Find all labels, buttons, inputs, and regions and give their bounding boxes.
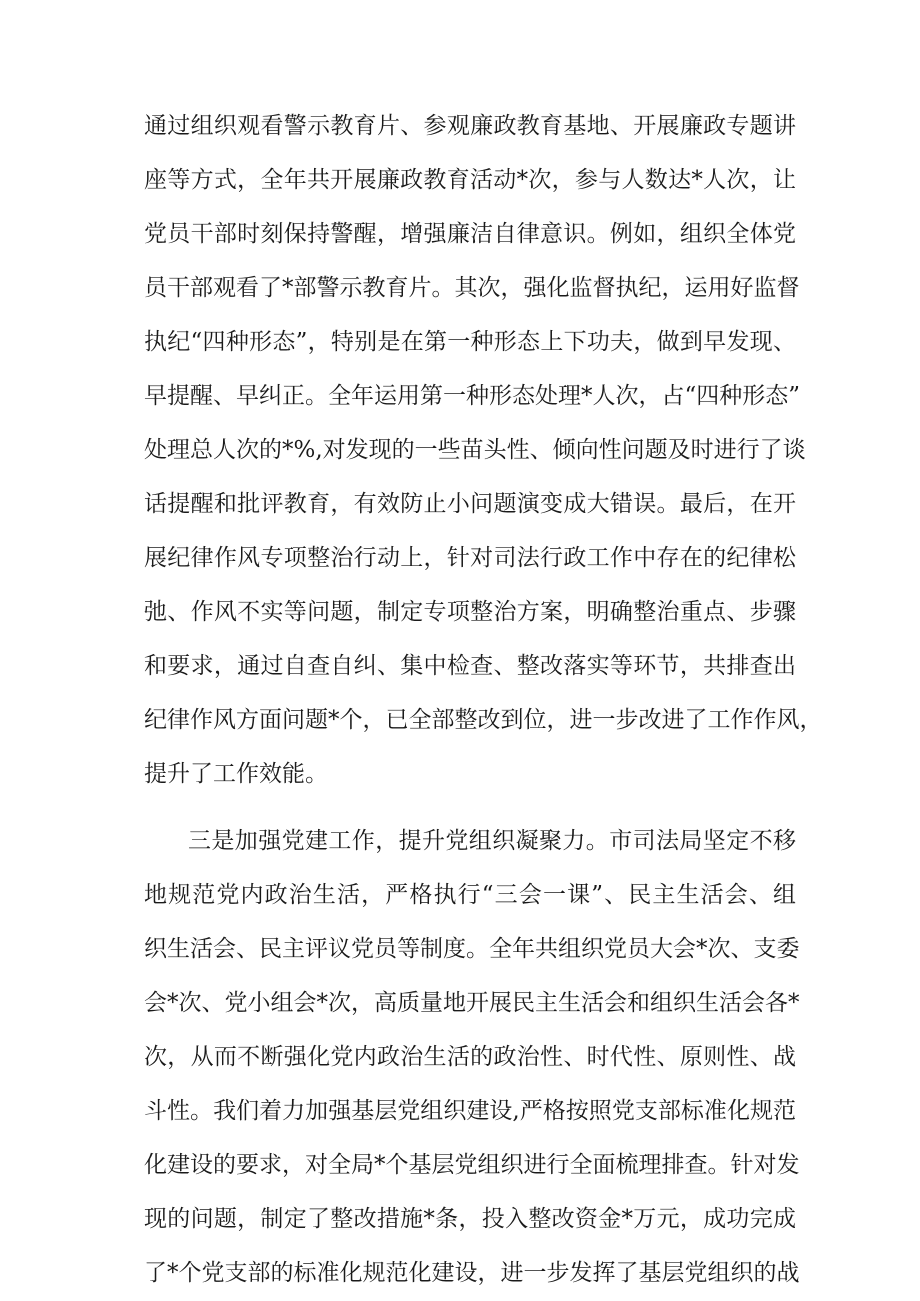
text-line: 织生活会、民主评议党员等制度。全年共组织党员大会*次、支委 (144, 936, 800, 962)
text-line: 处理总人次的*%,对发现的一些苗头性、倾向性问题及时进行了谈 (144, 437, 806, 463)
text-line: 执纪“四种形态”，特别是在第一种形态上下功夫，做到早发现、 (144, 329, 796, 355)
text-line: 了*个党支部的标准化规范化建设，进一步发挥了基层党组织的战 (144, 1260, 800, 1286)
text-line: 和要求，通过自查自纠、集中检查、整改落实等环节，共排查出 (144, 653, 796, 679)
text-line: 弛、作风不实等问题，制定专项整治方案，明确整治重点、步骤 (144, 599, 796, 625)
text-line: 地规范党内政治生活，严格执行“三会一课”、民主生活会、组 (144, 882, 796, 908)
text-line: 话提醒和批评教育，有效防止小问题演变成大错误。最后，在开 (144, 491, 796, 517)
text-line: 座等方式，全年共开展廉政教育活动*次，参与人数达*人次，让 (144, 167, 796, 193)
text-line: 现的问题，制定了整改措施*条，投入整改资金*万元，成功完成 (144, 1206, 796, 1232)
text-line: 党员干部时刻保持警醒，增强廉洁自律意识。例如，组织全体党 (144, 221, 796, 247)
text-line: 早提醒、早纠正。全年运用第一种形态处理*人次，占“四种形态” (144, 383, 801, 409)
text-line: 纪律作风方面问题*个，已全部整改到位，进一步改进了工作作风， (144, 707, 823, 733)
text-line: 展纪律作风专项整治行动上，针对司法行政工作中存在的纪律松 (144, 545, 796, 571)
text-line: 次，从而不断强化党内政治生活的政治性、时代性、原则性、战 (144, 1044, 796, 1070)
text-line: 会*次、党小组会*次，高质量地开展民主生活会和组织生活会各* (144, 990, 800, 1016)
text-line: 斗性。我们着力加强基层党组织建设,严格按照党支部标准化规范 (144, 1098, 796, 1124)
text-line: 三是加强党建工作，提升党组织凝聚力。市司法局坚定不移 (188, 828, 796, 854)
text-line: 化建设的要求，对全局*个基层党组织进行全面梳理排查。针对发 (144, 1152, 800, 1178)
text-line: 员干部观看了*部警示教育片。其次，强化监督执纪，运用好监督 (144, 275, 800, 301)
text-line: 提升了工作效能。 (144, 761, 328, 787)
text-line: 通过组织观看警示教育片、参观廉政教育基地、开展廉政专题讲 (144, 113, 796, 139)
